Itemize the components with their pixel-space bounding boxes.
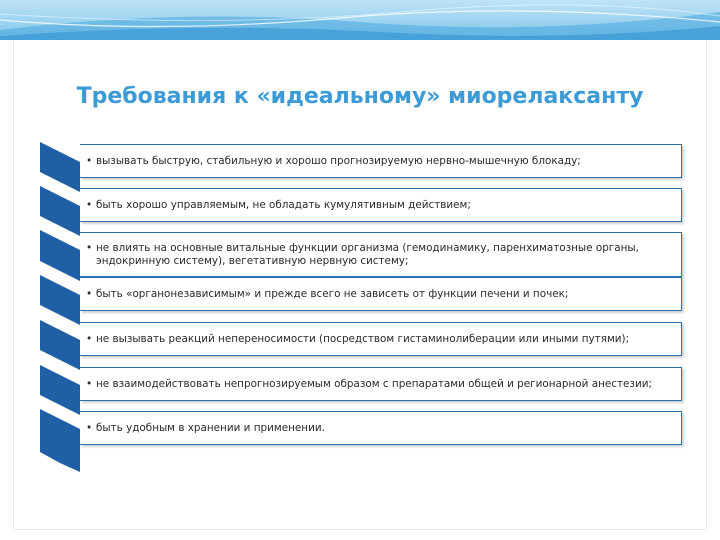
list-item: [80, 188, 682, 222]
chevron-strip: [40, 142, 80, 472]
list-item: [80, 232, 682, 277]
chevron-3-icon: [40, 230, 80, 281]
chevron-7-icon: [40, 409, 80, 472]
slide-title: Требования к «идеальному» миорелаксанту: [76, 84, 644, 109]
chevron-2-icon: [40, 186, 80, 236]
list-item: [80, 277, 682, 311]
chevron-5-icon: [40, 320, 80, 370]
list-item-text: вызывать быструю, стабильную и хорошо прогнозируемую нервно-мышечную блокаду;: [96, 154, 581, 167]
chevron-1-icon: [40, 142, 80, 192]
list-item-text: быть «органонезависимым» и прежде всего не зависеть от функции печени и почек;: [96, 287, 569, 300]
list-item: [80, 322, 682, 356]
list-item-text: быть удобным в хранении и применении.: [96, 421, 325, 434]
bullet: •: [86, 332, 93, 345]
list-item: [80, 411, 682, 445]
chevron-4-icon: [40, 275, 80, 325]
chevron-6-icon: [40, 365, 80, 415]
list-item: [80, 144, 682, 178]
list-item-text: быть хорошо управляемым, не обладать кумулятивным действием;: [96, 198, 471, 211]
top-decorative-banner: [0, 0, 720, 40]
bullet: •: [86, 198, 93, 211]
bullet: •: [86, 154, 93, 167]
requirements-list: [40, 142, 686, 472]
list-item: [80, 367, 682, 401]
bullet: •: [86, 377, 93, 390]
bullet: •: [86, 287, 93, 300]
bullet: •: [86, 241, 93, 254]
list-item-text: не влиять на основные витальные функции организма (гемодинамику, паренхиматозные органы, эндокринную систему), вегетативную нервную систему;: [96, 241, 639, 267]
list-item-text: не вызывать реакций непереносимости (посредством гистаминолиберации или иными путями);: [96, 332, 630, 345]
bullet: •: [86, 421, 93, 434]
list-item-text: не взаимодействовать непрогнозируемым образом с препаратами общей и регионарной анестезии;: [96, 377, 652, 390]
